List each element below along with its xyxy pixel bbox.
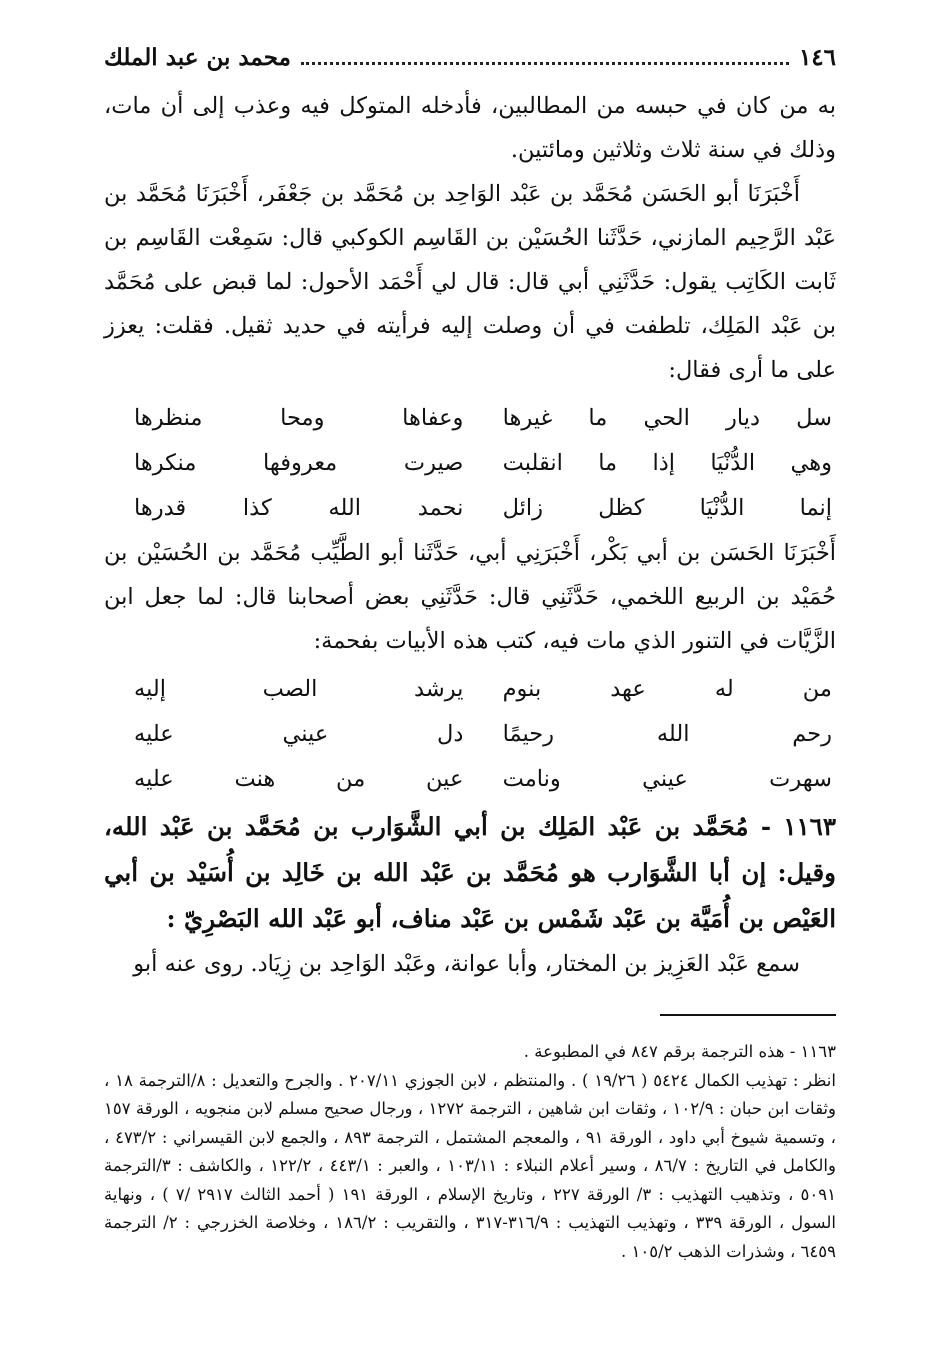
verse: [104, 441, 836, 486]
verse: [104, 667, 836, 712]
footnotes: [104, 1038, 836, 1266]
hemistich-first: سهرت عيني ونامت: [502, 766, 832, 792]
verse: [104, 712, 836, 757]
paragraph-2: أَخْبَرَنَا أبو الحَسَن مُحَمَّد بن عَبْد الوَاحِد بن مُحَمَّد بن جَعْفَر، أَخْبَرَنَا مُحَمَّد بن عَبْد الرَّحِيم المازني، حَدَّثَنا الحُسَيْن بن القَاسِم الكوكبي قال: سَمِعْت القَاسِم بن ثَابت الكَاتِب يقول: حَدَّثَنِي أبي قال: قال لي أَحْمَد الأحول: لما قبض على مُحَمَّد بن عَبْد المَلِك، تلطفت في أن وصلت إليه فرأيته في حديد ثقيل. فقلت: يعزز على ما أرى فقال:: [104, 181, 836, 383]
verse: [104, 396, 836, 441]
hemistich-second: نحمد الله كذا قدرها: [134, 495, 464, 521]
main-text: [104, 84, 836, 986]
page-header: [104, 40, 836, 74]
hemistich-second: يرشد الصب إليه: [134, 676, 464, 702]
paragraph-3: أَخْبَرَنَا الحَسَن بن أبي بَكْر، أَخْبَرَنِي أبي، حَدَّثَنا أبو الطَّيِّب مُحَمَّد بن الحُسَيْن بن حُمَيْد بن الربيع اللخمي، حَدَّثَنِي قال: حَدَّثَنِي بعض أصحابنا قال: لما جعل ابن الزَّيَّات في التنور الذي مات فيه، كتب هذه الأبيات بفحمة:: [104, 540, 836, 654]
entry-heading: ١١٦٣ - مُحَمَّد بن عَبْد المَلِك بن أبي الشَّوَارب بن مُحَمَّد بن عَبْد الله، وقيل: إن أبا الشَّوَارب هو مُحَمَّد بن عَبْد الله بن خَالِد بن أُسَيْد بن أبي العَيْص بن أُمَيَّة بن عَبْد شَمْس بن عَبْد مناف، أبو عَبْد الله البَصْرِيّ :: [104, 812, 836, 933]
hemistich-first: سل ديار الحي ما غيرها: [502, 405, 832, 431]
paragraph-4: سمع عَبْد العَزِيز بن المختار، وأبا عوانة، وعَبْد الوَاحِد بن زِيَاد. روى عنه أبو: [133, 951, 800, 977]
verse: [104, 757, 836, 802]
verse: [104, 486, 836, 531]
poem-1: [104, 396, 836, 531]
hemistich-second: صيرت معروفها منكرها: [134, 450, 464, 476]
footnote-line-1: ١١٦٣ - هذه الترجمة برقم ٨٤٧ في المطبوعة .: [523, 1042, 836, 1061]
hemistich-second: وعفاها ومحا منظرها: [134, 405, 464, 431]
hemistich-first: رحم الله رحيمًا: [502, 721, 832, 747]
hemistich-second: دل عيني عليه: [134, 721, 464, 747]
poem-2: [104, 667, 836, 802]
page-number: ١٤٦: [798, 43, 836, 71]
paragraph-1: به من كان في حبسه من المطالبين، فأدخله المتوكل فيه وعذب إلى أن مات، وذلك في سنة ثلاث وثلاثين ومائتين.: [104, 93, 836, 163]
hemistich-first: من له عهد بنوم: [502, 676, 832, 702]
running-title: محمد بن عبد الملك: [104, 43, 291, 71]
header-leader-dots: [301, 62, 789, 65]
hemistich-second: عين من هنت عليه: [134, 766, 464, 792]
footnote-separator: [660, 1014, 836, 1016]
hemistich-first: وهي الدُّنْيَا إذا ما انقلبت: [502, 450, 832, 476]
hemistich-first: إنما الدُّنْيَا كظل زائل: [502, 495, 832, 521]
footnote-sources: انظر : تهذيب الكمال ٥٤٢٤ ( ١٩/٢٦ ) . والمنتظم ، لابن الجوزي ٢٠٧/١١ . والجرح والتعديل : ٨/الترجمة ١٨ ، وثقات ابن حبان : ١٠٢/٩ ، وثقات ابن شاهين ، الترجمة ١٢٧٢ ، ورجال صحيح مسلم لابن منجويه ، الورقة ١٥٧ ، وتسمية شيوخ أبي داود ، الورقة ٩١ ، والمعجم المشتمل ، الترجمة ٨٩٣ ، والجمع لابن القيسراني : ٤٧٣/٢ ، والكامل في التاريخ : ٨٦/٧ ، وسير أعلام النبلاء : ١٠٣/١١ ، والعبر : ٤٤٣/١ ، ١٢٢/٢ ، والكاشف : ٣/الترجمة ٥٠٩١ ، وتذهيب التهذيب : ٣/ الورقة ٢٢٧ ، وتاريخ الإسلام ، الورقة ١٩١ ( أحمد الثالث ٢٩١٧ /٧ ) ، ونهاية السول ، الورقة ٣٣٩ ، وتهذيب التهذيب : ٣١٦/٩-٣١٧ ، والتقريب : ١٨٦/٢ ، وخلاصة الخزرجي : ٢/ الترجمة ٦٤٥٩ ، وشذرات الذهب ١٠٥/٢ .: [104, 1070, 837, 1261]
